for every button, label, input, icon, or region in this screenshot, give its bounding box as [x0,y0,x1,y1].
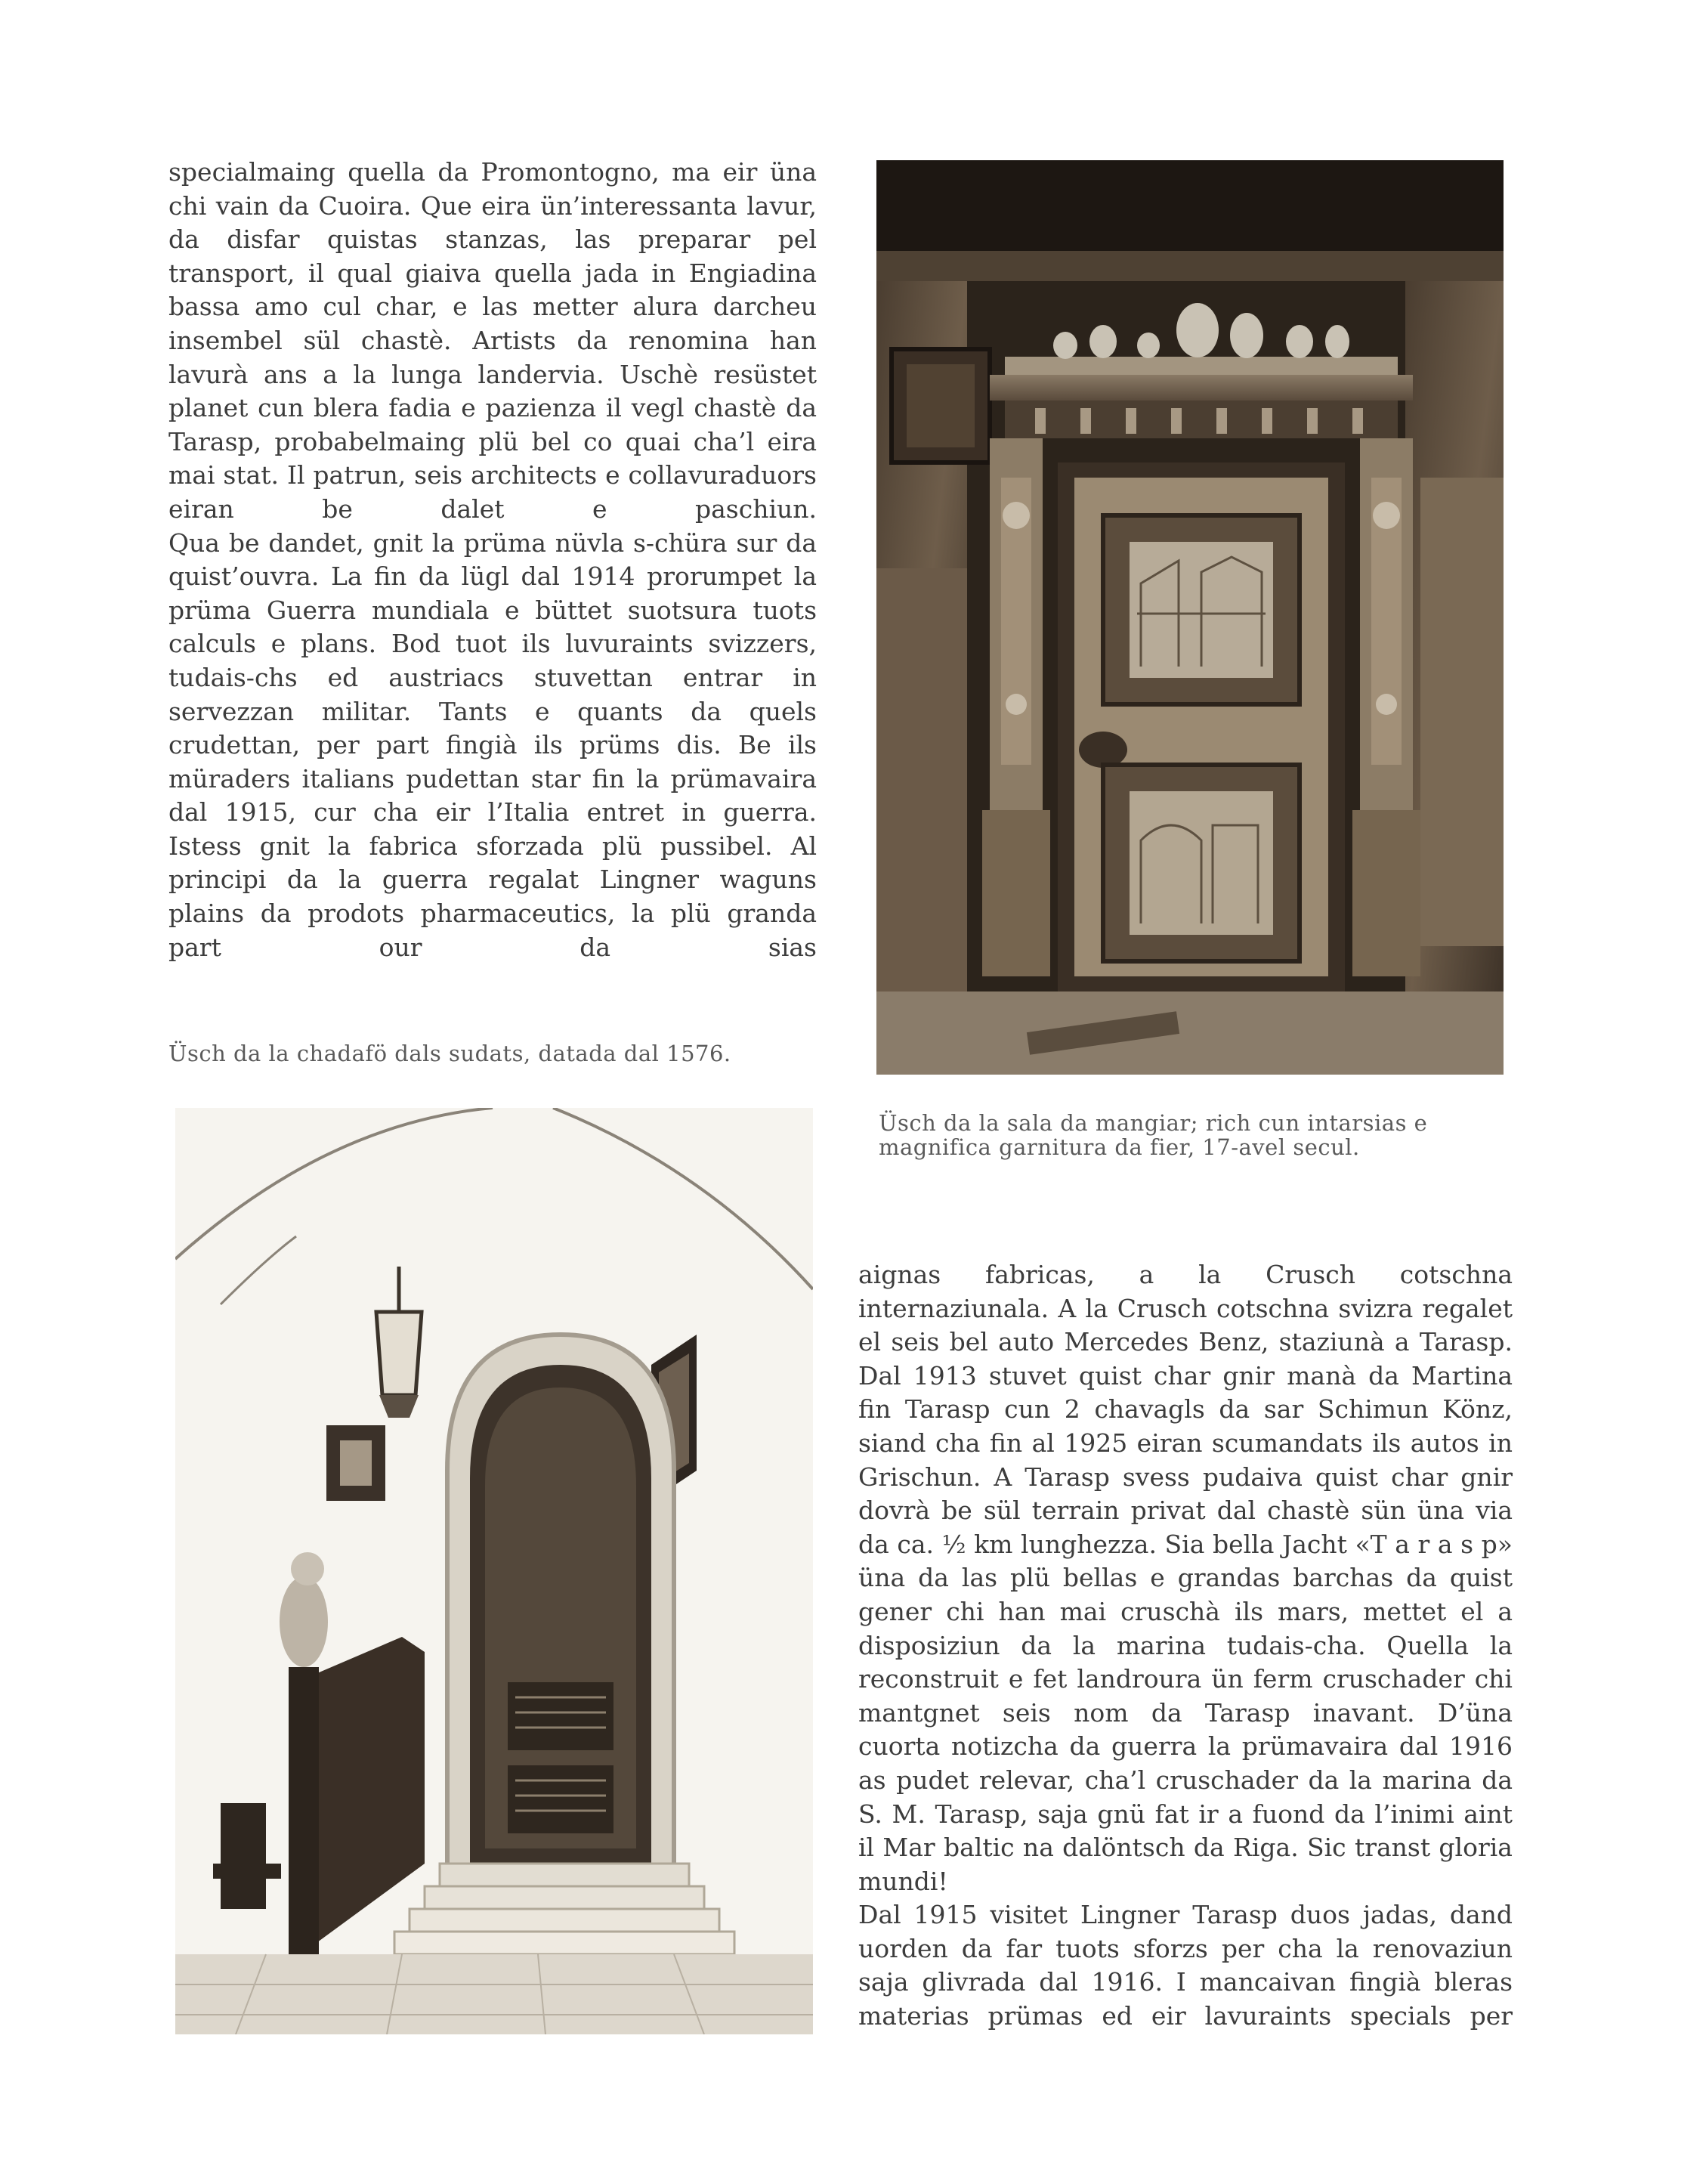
right-text-column [858,1258,1513,2034]
caption-kitchen-door: Üsch da la chadafö dals sudats, datada dal 1576. [168,1041,731,1066]
right-paragraph-2: Dal 1915 visitet Lingner Tarasp duos jadas, dand uorden da far tuots sforzs per cha la renovaziun saja glivrada dal 1916. I mancaivan fingià bleras materias prümas ed eir lavuraints specials per [858,1900,1513,2031]
left-paragraph-2: Qua be dandet, gnit la prüma nüvla s-chüra sur da quist’ouvra. La fin da lügl dal 1914 prorumpet la prüma Guerra mundiala e büttet suotsura tuots calculs e plans. Bod tuot ils luvuraints svizzers, tudais-chs ed austriacs stuvettan entrar in servezzan militar. Tants e quants da quels crudettan, per part fingià ils prüms dis. Be ils müraders italians pudettan star fin la prümavaira dal 1915, cur cha eir l’Italia entret in guerra. Istess gnit la fabrica sforzada plü pussibel. Al principi da la guerra regalat Lingner waguns plains da prodots pharmaceutics, la plü granda part our da sias [168,527,817,962]
dining-room-door-photo [876,160,1504,1075]
kitchen-door-photo [175,1108,813,2034]
left-text-column [168,156,817,964]
caption-dining-room-door: Üsch da la sala da mangiar; rich cun intarsias e magnifica garnitura da fier, 17-avel secul. [879,1110,1428,1160]
left-paragraph-1: specialmaing quella da Promontogno, ma eir üna chi vain da Cuoira. Que eira ün’interessanta lavur, da disfar quistas stanzas, las preparar pel transport, il qual giaiva quella jada in Engiadina bassa amo cul char, e las metter alura darcheu insembel sül chastè. Artists da renomina han lavurà ans a la lunga landervia. Uschè resüstet planet cun blera fadia e pazienza il vegl chastè da Tarasp, probabelmaing plü bel co quai cha’l eira mai stat. Il patrun, seis architects e collavuraduors eiran be dalet e paschiun. [168,157,817,524]
right-paragraph-1: aignas fabricas, a la Crusch cotschna internaziunala. A la Crusch cotschna svizra regalet el seis bel auto Mercedes Benz, staziunà a Tarasp. Dal 1913 stuvet quist char gnir manà da Martina fin Tarasp cun 2 chavagls da sar Schimun Könz, siand cha fin al 1925 eiran scumandats ils autos in Grischun. A Tarasp svess pudaiva quist char gnir dovrà be sül terrain privat dal chastè sün üna via da ca. ½ km lunghezza. Sia bella Jacht «T a r a s p» üna da las plü bellas e grandas barchas da quist gener chi han mai cruschà ils mars, mettet el a disposiziun da la marina tudais-cha. Quella la reconstruit e fet landroura ün ferm cruschader chi mantgnet seis nom da Tarasp inavant. D’üna cuorta notizcha da guerra la prümavaira dal 1916 as pudet relevar, cha’l cruschader da la marina da S. M. Tarasp, saja gnü fat ir a fuond da l’inimi aint il Mar baltic na dalöntsch da Riga. Sic transt gloria mundi! [858,1260,1513,1896]
